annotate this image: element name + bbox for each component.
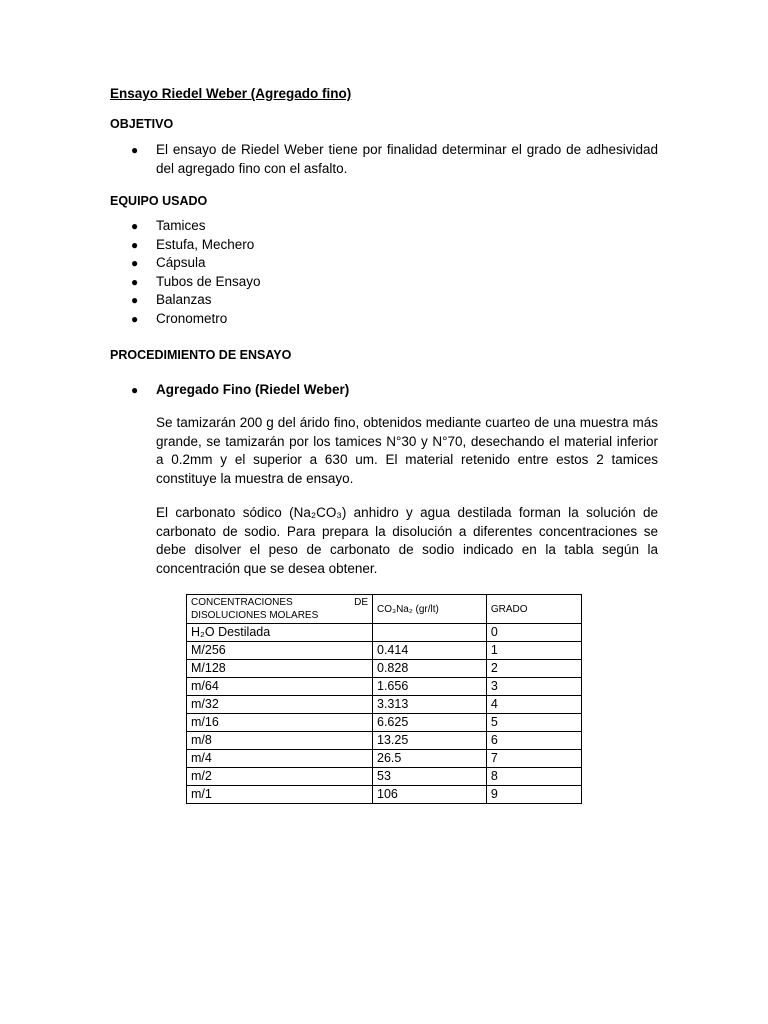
bullet-icon: ● — [131, 311, 139, 326]
cell-conc: m/1 — [187, 786, 373, 804]
objetivo-heading: OBJETIVO — [110, 117, 174, 131]
bullet-icon: ● — [131, 383, 139, 397]
concentration-table — [186, 594, 582, 804]
objetivo-text: El ensayo de Riedel Weber tiene por finalidad determinar el grado de adhesividad del agregado fino con el asfalto. — [156, 142, 658, 176]
cell-conc: M/128 — [187, 660, 373, 678]
cell-conc: m/4 — [187, 750, 373, 768]
cell-conc: m/2 — [187, 768, 373, 786]
cell-value: 26.5 — [373, 750, 487, 768]
cell-conc: m/16 — [187, 714, 373, 732]
procedimiento-paragraph-2: El carbonato sódico (Na₂CO₃) anhidro y agua destilada forman la solución de carbonato de sodio. Para prepara la disolución a diferentes concentraciones se debe disolver el peso de carbonato de sodio indicado en la tabla según la concentración que se desea obtener. — [156, 505, 658, 576]
procedimiento-paragraph-1: Se tamizarán 200 g del árido fino, obtenidos mediante cuarteo de una muestra más grande, se tamizarán por los tamices N°30 y N°70, desechando el material inferior a 0.2mm y el superior a 630 um. El material retenido entre estos 2 tamices constituye la muestra de ensayo. — [156, 415, 658, 486]
procedimiento-subheading: Agregado Fino (Riedel Weber) — [156, 382, 350, 397]
bullet-icon: ● — [131, 293, 139, 308]
list-item: ● Tubos de Ensayo — [130, 273, 670, 292]
cell-value: 6.625 — [373, 714, 487, 732]
cell-conc: M/256 — [187, 642, 373, 660]
cell-conc: H₂O Destilada — [187, 624, 373, 642]
bullet-icon: ● — [131, 219, 139, 233]
table-row — [187, 642, 582, 660]
cell-value: 3.313 — [373, 696, 487, 714]
table-row — [187, 660, 582, 678]
table-row — [187, 732, 582, 750]
cell-value: 1.656 — [373, 678, 487, 696]
table-row — [187, 624, 582, 642]
document-title: Ensayo Riedel Weber (Agregado fino) — [110, 86, 352, 101]
header-co3na2: CO₃Na₂ (gr/lt) — [373, 595, 487, 624]
bullet-icon: ● — [131, 274, 139, 289]
cell-value: 53 — [373, 768, 487, 786]
cell-grado: 8 — [486, 768, 581, 786]
list-item: ● Balanzas — [130, 291, 670, 310]
equipo-list — [130, 217, 670, 329]
bullet-icon: ● — [131, 143, 139, 157]
cell-value: 0.828 — [373, 660, 487, 678]
list-item: ● Cronometro — [130, 310, 670, 329]
cell-value: 106 — [373, 786, 487, 804]
table-row — [187, 786, 582, 804]
cell-value: 13.25 — [373, 732, 487, 750]
cell-grado: 0 — [486, 624, 581, 642]
procedimiento-heading: PROCEDIMIENTO DE ENSAYO — [110, 348, 292, 362]
table-row — [187, 750, 582, 768]
cell-grado: 3 — [486, 678, 581, 696]
cell-grado: 6 — [486, 732, 581, 750]
cell-grado: 2 — [486, 660, 581, 678]
table-row — [187, 696, 582, 714]
table-row — [187, 768, 582, 786]
cell-grado: 9 — [486, 786, 581, 804]
list-item: ● Tamices — [130, 217, 670, 236]
table-row — [187, 678, 582, 696]
cell-conc: m/8 — [187, 732, 373, 750]
list-item: ● Estufa, Mechero — [130, 236, 670, 255]
table-row — [187, 714, 582, 732]
cell-conc: m/32 — [187, 696, 373, 714]
table-header-row — [187, 595, 582, 624]
header-concentraciones: CONCENTRACIONES DE DISOLUCIONES MOLARES — [187, 595, 373, 624]
header-grado: GRADO — [486, 595, 581, 624]
cell-value: 0.414 — [373, 642, 487, 660]
cell-grado: 1 — [486, 642, 581, 660]
cell-grado: 7 — [486, 750, 581, 768]
list-item: ● Cápsula — [130, 254, 670, 273]
bullet-icon: ● — [131, 256, 139, 271]
cell-grado: 5 — [486, 714, 581, 732]
equipo-heading: EQUIPO USADO — [110, 194, 208, 208]
cell-value — [373, 624, 487, 642]
cell-grado: 4 — [486, 696, 581, 714]
cell-conc: m/64 — [187, 678, 373, 696]
bullet-icon: ● — [131, 237, 139, 252]
